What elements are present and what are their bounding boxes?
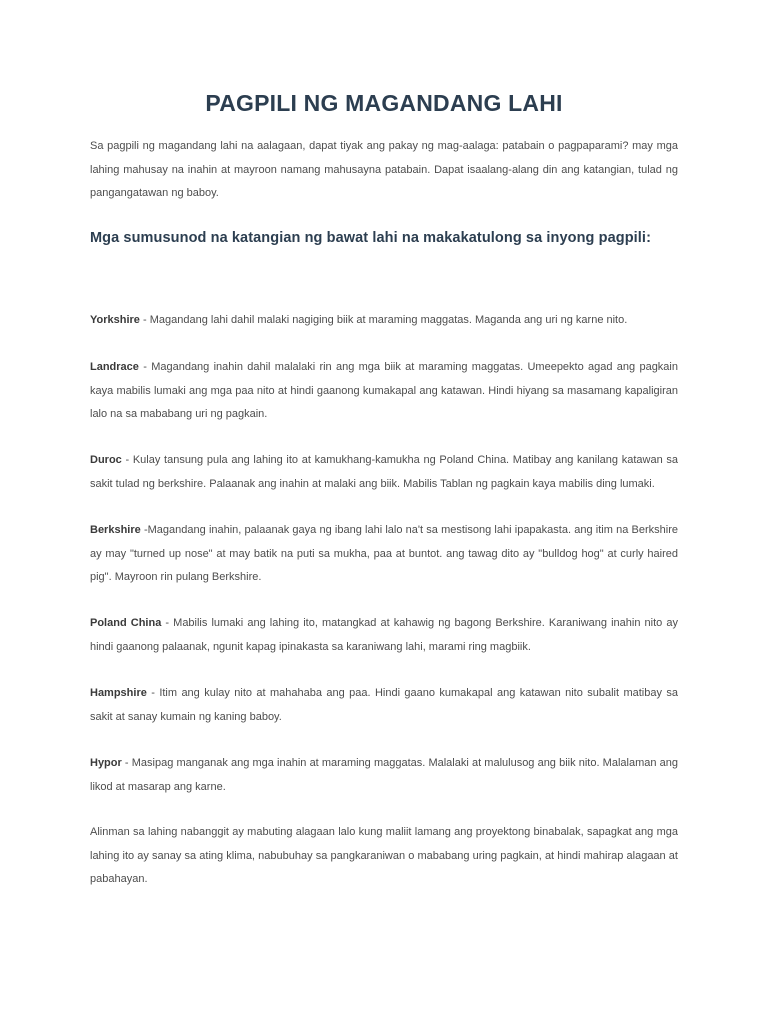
- breed-description: - Magandang lahi dahil malaki nagiging biik at maraming maggatas. Maganda ang uri ng karne nito.: [139, 314, 628, 326]
- breed-name: Hampshire: [90, 687, 147, 699]
- breed-paragraph-landrace: [90, 356, 678, 427]
- breed-description: - Mabilis lumaki ang lahing ito, matangkad at kahawig ng bagong Berkshire. Karaniwang inahin nito ay hindi gaanong palaanak, ngunit kapag ipinakasta sa karaniwang lahi, marami ring magbiik.: [90, 617, 678, 653]
- breed-name: Duroc: [90, 454, 122, 466]
- breed-name: Yorkshire: [90, 314, 140, 326]
- document-title: PAGPILI NG MAGANDANG LAHI: [205, 90, 563, 116]
- breed-name: Poland China: [90, 617, 162, 629]
- breed-paragraph-yorkshire: [90, 309, 678, 333]
- breed-description: -Magandang inahin, palaanak gaya ng ibang lahi lalo na't sa mestisong lahi ipapakasta. ang itim na Berkshire ay may "turned up nose" at may batik na puti sa mukha, paa at buntot. ang tawag dito ay "bulldog hog" at curly haired pig". Mayroon rin pulang Berkshire.: [90, 524, 678, 583]
- breed-paragraph-hypor: [90, 752, 678, 799]
- breed-paragraph-hampshire: [90, 682, 678, 729]
- breed-description: - Masipag manganak ang mga inahin at maraming maggatas. Malalaki at malulusog ang biik nito. Malalaman ang likod at masarap ang karne.: [90, 757, 678, 793]
- breed-paragraph-berkshire: [90, 519, 678, 590]
- conclusion-paragraph: Alinman sa lahing nabanggit ay mabuting alagaan lalo kung maliit lamang ang proyektong binabalak, sapagkat ang mga lahing ito ay sanay sa ating klima, nabubuhay sa pangkaraniwan o mababang uring pagkain, at hindi mahirap alagaan at pabahayan.: [90, 826, 678, 885]
- breed-name: Berkshire: [90, 524, 141, 536]
- section-subheading: Mga sumusunod na katangian ng bawat lahi na makakatulong sa inyong pagpili:: [90, 230, 651, 246]
- breed-description: - Kulay tansung pula ang lahing ito at kamukhang-kamukha ng Poland China. Matibay ang kanilang katawan sa sakit tulad ng berkshire. Palaanak ang inahin at malaki ang biik. Mabilis Tablan ng pagkain kaya mabilis ding lumaki.: [90, 454, 678, 490]
- breed-paragraph-duroc: [90, 449, 678, 496]
- breed-description: - Itim ang kulay nito at mahahaba ang paa. Hindi gaano kumakapal ang katawan nito subalit matibay sa sakit at sanay kumain ng kaning baboy.: [90, 687, 678, 723]
- breed-name: Hypor: [90, 757, 122, 769]
- intro-paragraph: Sa pagpili ng magandang lahi na aalagaan, dapat tiyak ang pakay ng mag-aalaga: patabain o pagpaparami? may mga lahing mahusay na inahin at mayroon namang mahusayna patabain. Dapat isaalang-alang din ang katangian, tulad ng pangangatawan ng baboy.: [90, 140, 678, 199]
- breed-paragraph-poland-china: [90, 612, 678, 659]
- breed-name: Landrace: [90, 361, 139, 373]
- breed-description: - Magandang inahin dahil malalaki rin ang mga biik at maraming maggatas. Umeepekto agad ang pagkain kaya mabilis lumaki ang mga paa nito at hindi gaanong kumakapal ang katawan. Hindi hiyang sa masamang kapaligiran lalo na sa mababang uri ng pagkain.: [90, 361, 678, 420]
